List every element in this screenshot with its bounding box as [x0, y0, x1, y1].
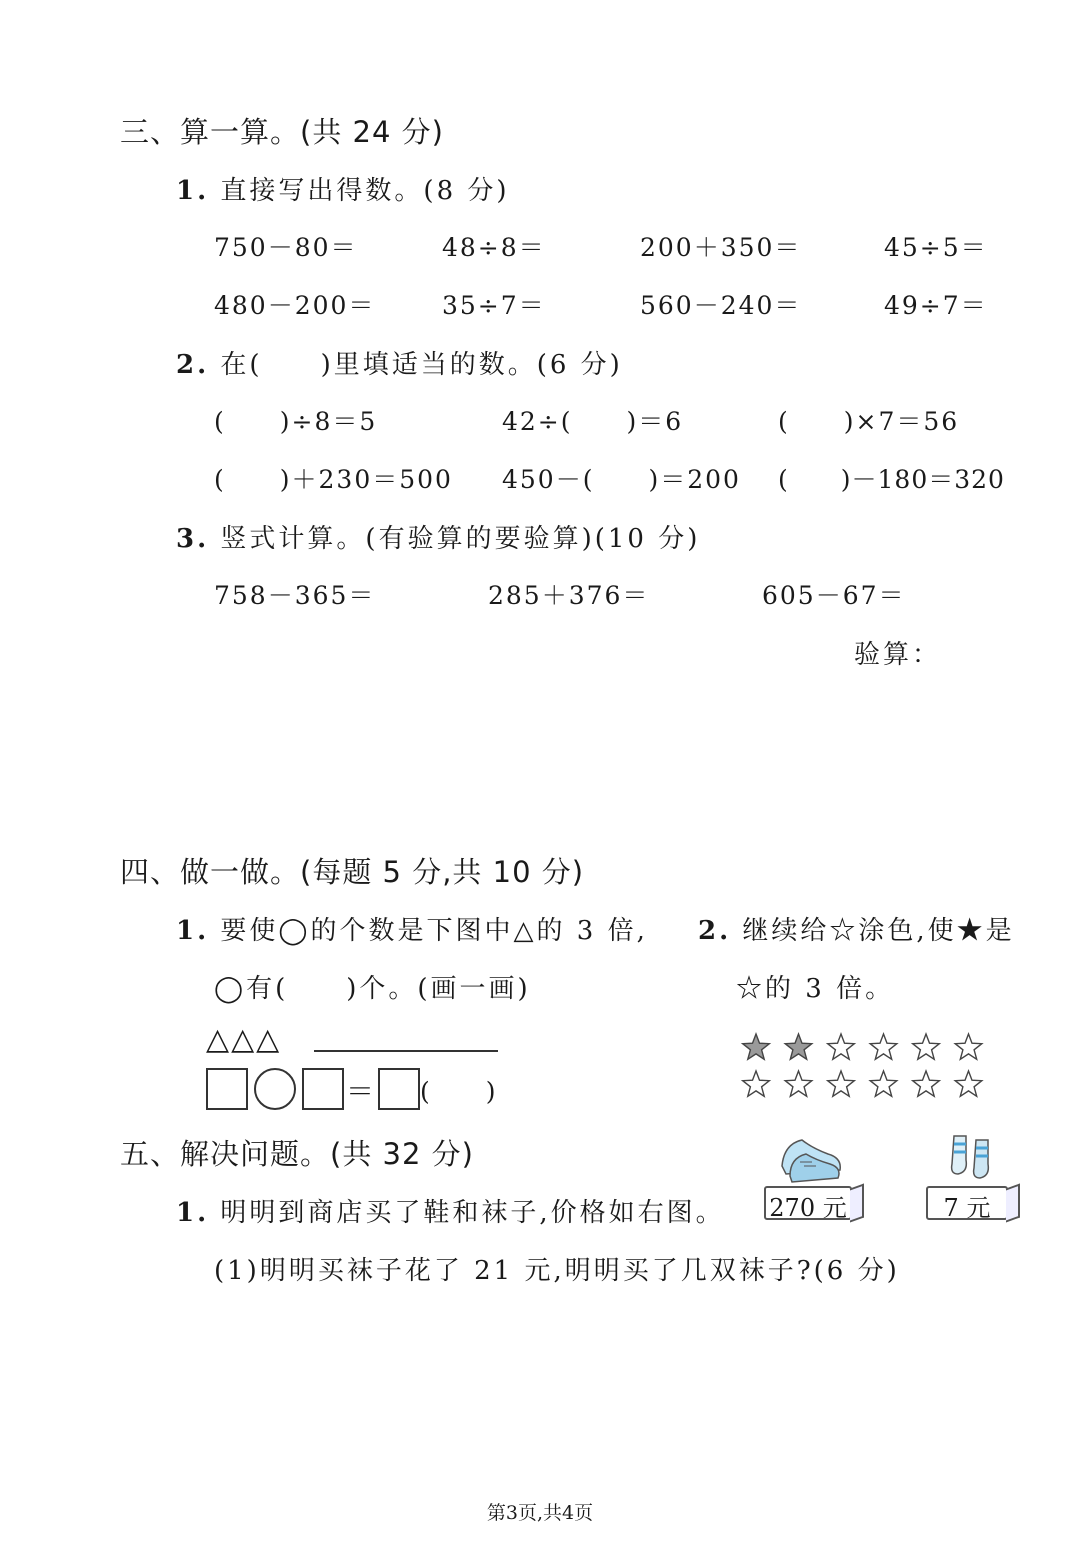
q4-1-line2: ◯有( )个。(画一画) [214, 974, 531, 1004]
q5-1-prompt [176, 1192, 725, 1229]
section-4-title: 四、做一做。(每题 5 分,共 10 分) [120, 855, 585, 889]
star-outline-icon [870, 1071, 897, 1096]
star-outline-icon [913, 1034, 940, 1059]
section-5-title: 五、解决问题。(共 32 分) [120, 1137, 474, 1171]
q3-3-number: 3. [176, 524, 210, 554]
q4-1-number: 1. [176, 916, 210, 946]
q3-1-item-2: 48÷8＝ [442, 233, 546, 262]
q3-1-item-8: 49÷7＝ [884, 291, 988, 320]
q4-1-text: 要使◯的个数是下图中△的 3 倍, [220, 916, 648, 946]
star-outline-icon [870, 1034, 897, 1059]
q3-1-item-6: 35÷7＝ [442, 291, 546, 320]
q3-2-text: 在( )里填适当的数。(6 分) [220, 350, 623, 380]
q3-3-text: 竖式计算。(有验算的要验算)(10 分) [220, 524, 701, 554]
star-outline-icon [828, 1034, 855, 1059]
circle-shape [254, 1068, 296, 1110]
q3-3-prompt [176, 518, 700, 555]
sock-price-tag: 7 元 [926, 1186, 1008, 1220]
star-outline-icon [828, 1071, 855, 1096]
star-filled-icon [785, 1034, 812, 1059]
q3-1-item-3: 200＋350＝ [640, 233, 802, 262]
q3-1-item-1: 750－80＝ [214, 233, 358, 262]
star-filled-icon [743, 1034, 770, 1059]
q3-2-number: 2. [176, 350, 210, 380]
answer-line [314, 1050, 498, 1052]
star-outline-icon [743, 1071, 770, 1096]
q4-2-text: 继续给☆涂色,使★是 [742, 916, 1015, 946]
q3-1-number: 1. [176, 176, 210, 206]
q4-2-line2: ☆的 3 倍。 [736, 974, 895, 1004]
q4-1-line1 [176, 910, 648, 947]
q3-1-item-7: 560－240＝ [640, 291, 802, 320]
star-outline-icon [955, 1071, 982, 1096]
q5-1-number: 1. [176, 1198, 210, 1228]
q3-1-text: 直接写出得数。(8 分) [220, 176, 510, 206]
socks-image [946, 1134, 1002, 1184]
q3-2-item-5: 450－( )＝200 [502, 465, 741, 494]
q5-1-sub1: (1)明明买袜子花了 21 元,明明买了几双袜子?(6 分) [214, 1256, 900, 1286]
square-shape [378, 1068, 420, 1110]
star-outline-icon [785, 1071, 812, 1096]
triangles-row: △△△ [206, 1022, 282, 1057]
q5-1-text: 明明到商店买了鞋和袜子,价格如右图。 [220, 1198, 725, 1228]
page-footer: 第3页,共4页 [486, 1502, 594, 1524]
square-shape [206, 1068, 248, 1110]
q3-2-item-4: ( )＋230＝500 [214, 465, 453, 494]
q3-3-item-2: 285＋376＝ [488, 581, 650, 610]
q4-2-line1 [698, 910, 1015, 947]
star-outline-icon [955, 1034, 982, 1059]
shoe-price-tag: 270 元 [764, 1186, 852, 1220]
q3-1-item-5: 480－200＝ [214, 291, 376, 320]
q3-1-item-4: 45÷5＝ [884, 233, 988, 262]
q3-2-item-2: 42÷( )＝6 [502, 407, 684, 436]
equals-sign: ＝ [346, 1075, 375, 1108]
q3-3-check-label: 验算： [854, 640, 942, 670]
q3-2-prompt [176, 344, 623, 381]
section-3-title: 三、算一算。(共 24 分) [120, 115, 444, 149]
q3-2-item-6: ( )－180＝320 [778, 465, 1005, 494]
q3-2-item-3: ( )×7＝56 [778, 407, 960, 436]
q3-3-item-1: 758－365＝ [214, 581, 376, 610]
blank-paren: ( ) [420, 1077, 498, 1106]
star-outline-icon [913, 1071, 940, 1096]
stars-svg [738, 1030, 998, 1106]
q3-3-item-3: 605－67＝ [762, 581, 906, 610]
q4-2-number: 2. [698, 916, 732, 946]
square-shape [302, 1068, 344, 1110]
q3-1-prompt [176, 170, 510, 207]
stars-grid [738, 1030, 998, 1110]
q3-2-item-1: ( )÷8＝5 [214, 407, 378, 436]
shoes-image [776, 1132, 846, 1188]
